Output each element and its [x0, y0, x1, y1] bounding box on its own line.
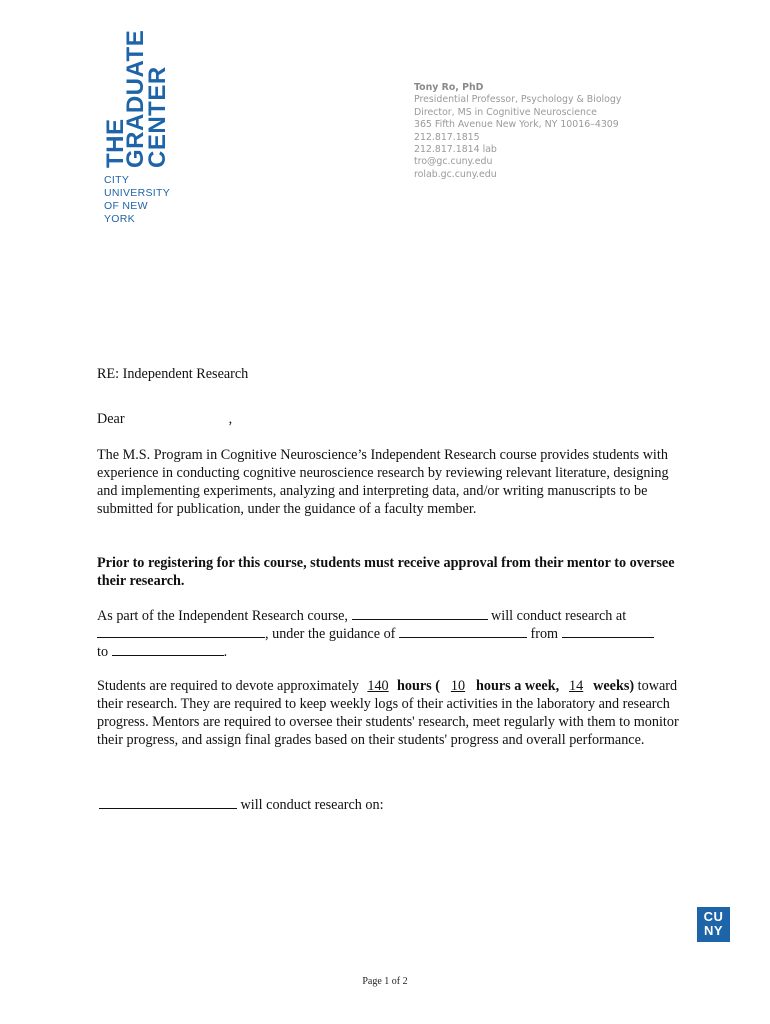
logo-subtitle: [104, 174, 170, 226]
cuny-logo-top: CU: [703, 909, 724, 924]
sender-lab-phone: 212.817.1814 lab: [414, 144, 497, 156]
salutation-comma: ,: [228, 411, 233, 427]
end-date-field[interactable]: [112, 643, 224, 656]
sender-address: 365 Fifth Avenue New York, NY 10016–4309: [414, 119, 619, 131]
research-details-paragraph: [97, 607, 687, 661]
sender-phone: 212.817.1815: [414, 131, 480, 143]
research-topic-line: [99, 796, 689, 814]
page-number: Page 1 of 2: [362, 976, 408, 987]
logo-sub-line1: CITY UNIVERSITY: [104, 174, 171, 199]
student-name-field[interactable]: [352, 607, 488, 620]
research-on-text: will conduct research on:: [240, 797, 384, 813]
para4-text-a: Students are required to devote approximately: [97, 678, 359, 694]
salutation: [97, 410, 687, 428]
sender-title: Presidential Professor, Psychology & Biology: [414, 94, 622, 106]
logo-sub-line2: OF NEW YORK: [104, 200, 148, 225]
para4-text-rest: toward their research. They are required to keep weekly logs of their activities in the laboratory and research progress. Mentors are required to oversee their students' research, meet regularly with them to monitor their progress, and assign final grades based on their students' progress and overall performance.: [97, 678, 679, 748]
para4-text-d: weeks): [593, 678, 635, 694]
para3-text-b: will conduct research at: [491, 608, 627, 624]
sender-email: tro@gc.cuny.edu: [414, 156, 493, 168]
para3-text-a: As part of the Independent Research course,: [97, 608, 348, 624]
weeks-field[interactable]: 14: [569, 678, 584, 694]
requirements-paragraph: [97, 677, 687, 749]
para3-text-f: .: [223, 644, 228, 660]
cuny-logo: [697, 907, 730, 942]
mentor-name-field[interactable]: [399, 625, 527, 638]
sender-website: rolab.gc.cuny.edu: [414, 168, 497, 180]
para4-text-b: hours (: [397, 678, 440, 694]
sender-director: Director, MS in Cognitive Neuroscience: [414, 106, 597, 118]
student-name-field-2[interactable]: [99, 796, 237, 809]
salutation-dear: Dear: [97, 411, 125, 427]
sender-name: Tony Ro, PhD: [414, 82, 484, 93]
para3-text-e: to: [97, 644, 109, 660]
para3-text-c: , under the guidance of: [265, 626, 396, 642]
logo-line-center: CENTER: [144, 66, 171, 168]
research-location-field[interactable]: [97, 625, 265, 638]
letterhead-contact: [414, 82, 621, 181]
approval-notice: Prior to registering for this course, students must receive approval from their mentor to oversee their research.: [97, 555, 675, 589]
subject-line: RE: Independent Research: [97, 366, 249, 382]
cuny-logo-bottom: NY: [703, 923, 724, 938]
weekly-hours-field[interactable]: 10: [450, 678, 466, 694]
start-date-field[interactable]: [562, 625, 654, 638]
logo-line-graduate: GRADUATE: [122, 29, 149, 168]
total-hours-field[interactable]: 140: [367, 678, 389, 694]
logo-wordmark: [102, 29, 171, 168]
para4-text-c: hours a week,: [475, 678, 560, 694]
intro-paragraph: The M.S. Program in Cognitive Neuroscience’s Independent Research course provides students with experience in conducting cognitive neuroscience research by reviewing relevant literature, designing and implementing experiments, analyzing and interpreting data, and/or writing manuscripts to be submitted for publication, under the guidance of a faculty member.: [97, 447, 669, 517]
logo-line-the: THE: [102, 118, 129, 168]
para3-text-d: from: [530, 626, 559, 642]
